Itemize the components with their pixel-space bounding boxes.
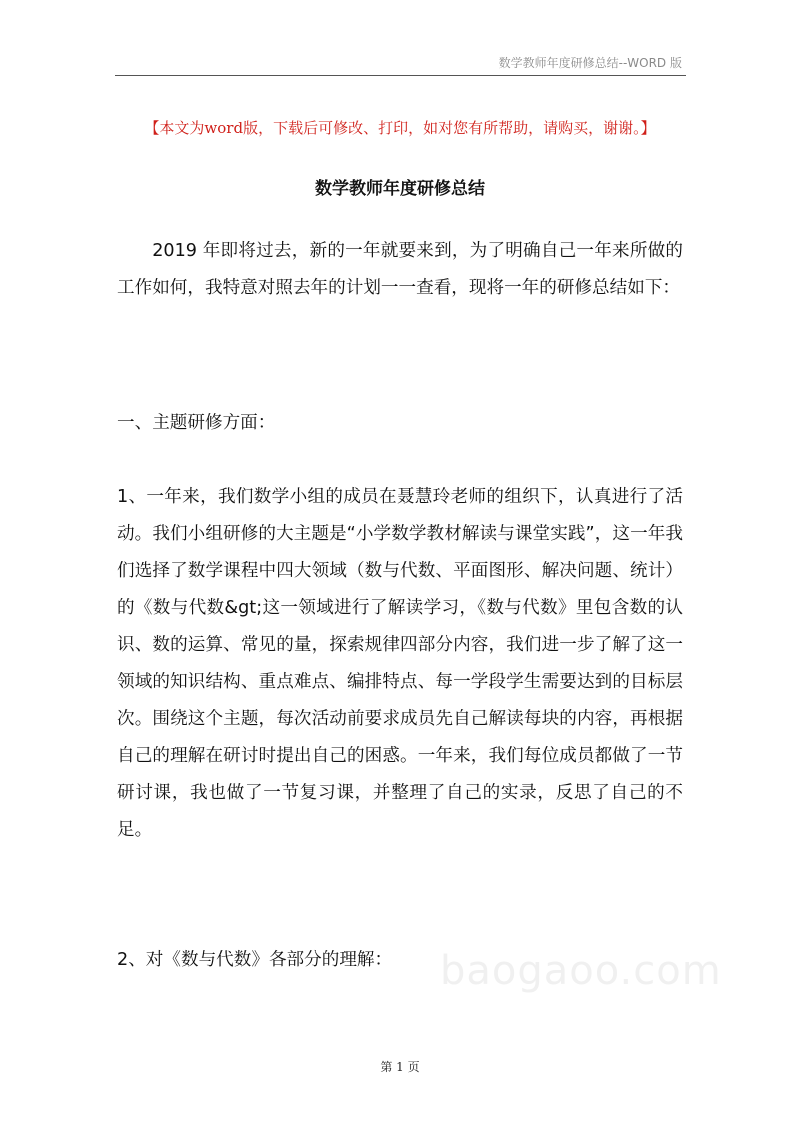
running-header: 数学教师年度研修总结--WORD 版 xyxy=(498,56,682,70)
page-number: 第 1 页 xyxy=(380,1060,420,1074)
section-heading: 一、主题研修方面： xyxy=(117,413,276,433)
document-title: 数学教师年度研修总结 xyxy=(315,179,485,199)
intro-paragraph: 2019 年即将过去，新的一年就要来到，为了明确自己一年来所做的工作如何，我特意对照去年的计划一一查看，现将一年的研修总结如下： xyxy=(117,241,683,298)
item-1-paragraph: 1、一年来，我们数学小组的成员在聂慧玲老师的组织下，认真进行了活动。我们小组研修的大主题是“小学数学教材解读与课堂实践”，这一年我们选择了数学课程中四大领域（数与代数、平面图形、解决问题、统计）的《数与代数&gt;这一领域进行了解读学习，《数与代数》里包含数的认识、数的运算、常见的量，探索规律四部分内容，我们进一步了解了这一领域的知识结构、重点难点、编排特点、每一学段学生需要达到的目标层次。围绕这个主题，每次活动前要求成员先自己解读每块的内容，再根据自己的理解在研讨时提出自己的困惑。一年来，我们每位成员都做了一节研讨课，我也做了一节复习课，并整理了自己的实录，反思了自己的不足。 xyxy=(117,487,683,840)
site-watermark: baogaoo.com xyxy=(440,948,722,994)
header-divider xyxy=(115,75,686,76)
item-2-paragraph: 2、对《数与代数》各部分的理解： xyxy=(117,950,393,970)
purchase-notice: 【本文为word版，下载后可修改、打印，如对您有所帮助，请购买，谢谢。】 xyxy=(144,119,656,137)
